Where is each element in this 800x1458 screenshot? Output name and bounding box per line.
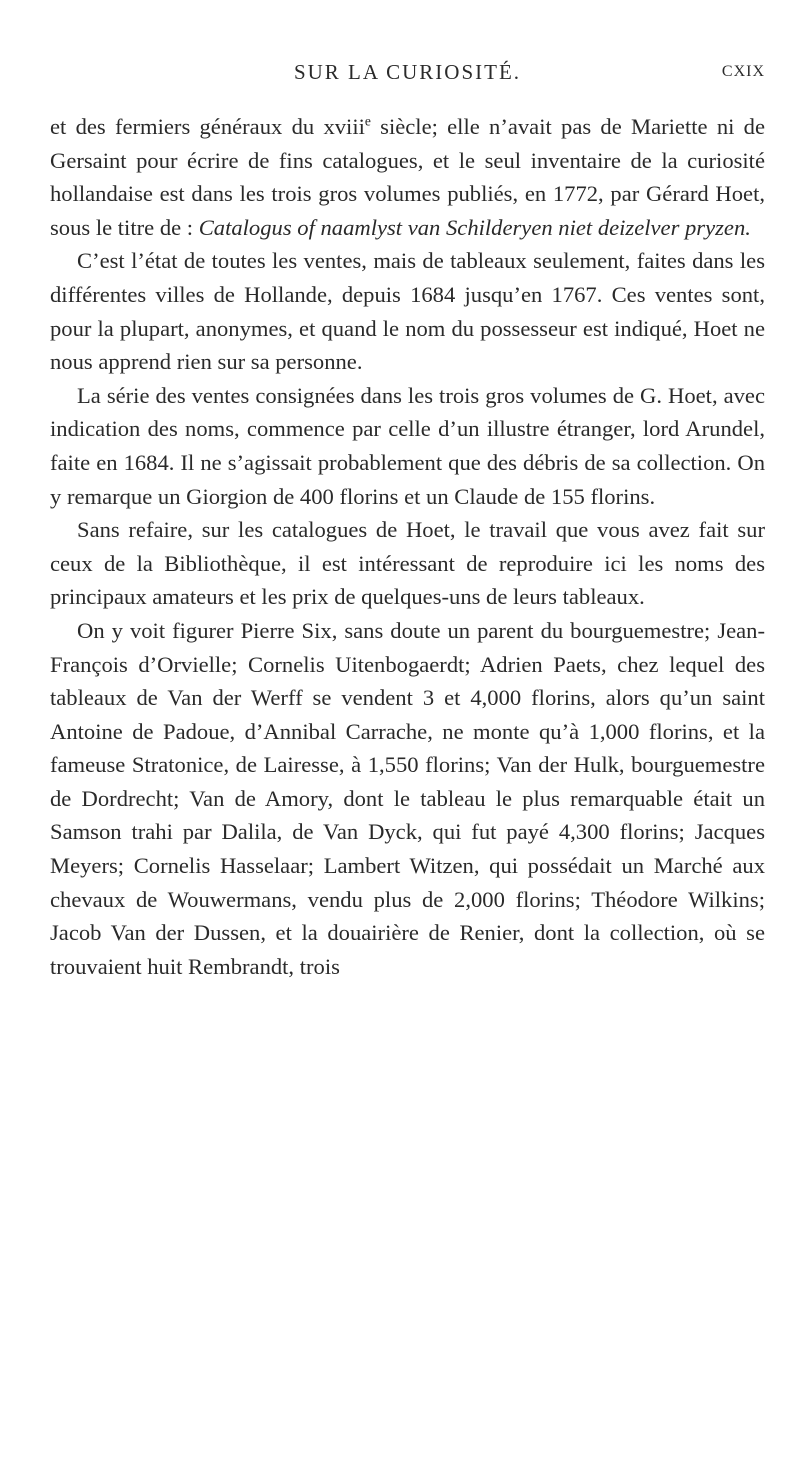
running-head (50, 60, 765, 90)
paragraph-3: La série des ventes consignées dans les trois gros volumes de G. Hoet, avec indication des noms, commence par celle d’un illustre étranger, lord Arundel, faite en 1684. Il ne s’agissait probablement que des débris de sa collection. On y remarque un Giorgion de 400 florins et un Claude de 155 florins. (50, 382, 765, 509)
paragraph-1-text-b: siècle; elle n’avait pas de Mariette ni de Gersaint pour écrire de fins catalogues, et le seul inventaire de la curiosité hollandaise est dans les trois gros volumes publiés, en 1772, par Gérard Hoet, sous le titre de : (50, 114, 765, 240)
paragraph-4: Sans refaire, sur les catalogues de Hoet, le travail que vous avez fait sur ceux de la Bibliothèque, il est intéressant de reproduire ici les noms des principaux amateurs et les prix de quelques-uns de leurs tableaux. (50, 517, 765, 610)
paragraph-1 (50, 110, 765, 244)
paragraph-1-text-a: et des fermiers généraux du xviii (50, 114, 365, 139)
running-title: SUR LA CURIOSITÉ. (293, 60, 522, 84)
paragraph-2: C’est l’état de toutes les ventes, mais de tableaux seulement, faites dans les différentes villes de Hollande, depuis 1684 jusqu’en 1767. Ces ventes sont, pour la plupart, anonymes, et quand le nom du possesseur est indiqué, Hoet ne nous apprend rien sur sa personne. (50, 248, 765, 375)
body-text (50, 110, 765, 983)
century-superscript: e (364, 113, 371, 129)
page-number: CXIX (721, 63, 765, 80)
paragraph-5: On y voit figurer Pierre Six, sans doute un parent du bourguemestre; Jean-François d’Orvielle; Cornelis Uitenbogaerdt; Adrien Paets, chez lequel des tableaux de Van der Werff se vendent 3 et 4,000 florins, alors qu’un saint Antoine de Padoue, d’Annibal Carrache, ne monte qu’à 1,000 florins, et la fameuse Stratonice, de Lairesse, à 1,550 florins; Van der Hulk, bourguemestre de Dordrecht; Van de Amory, dont le tableau le plus remarquable était un Samson trahi par Dalila, de Van Dyck, qui fut payé 4,300 florins; Jacques Meyers; Cornelis Hasselaar; Lambert Witzen, qui possédait un Marché aux chevaux de Wouwermans, vendu plus de 2,000 florins; Théodore Wilkins; Jacob Van der Dussen, et la douairière de Renier, dont la collection, où se trouvaient huit Rembrandt, trois (50, 617, 765, 979)
catalogue-title: Catalogus of naamlyst van Schilderyen niet deizelver pryzen. (198, 214, 751, 240)
